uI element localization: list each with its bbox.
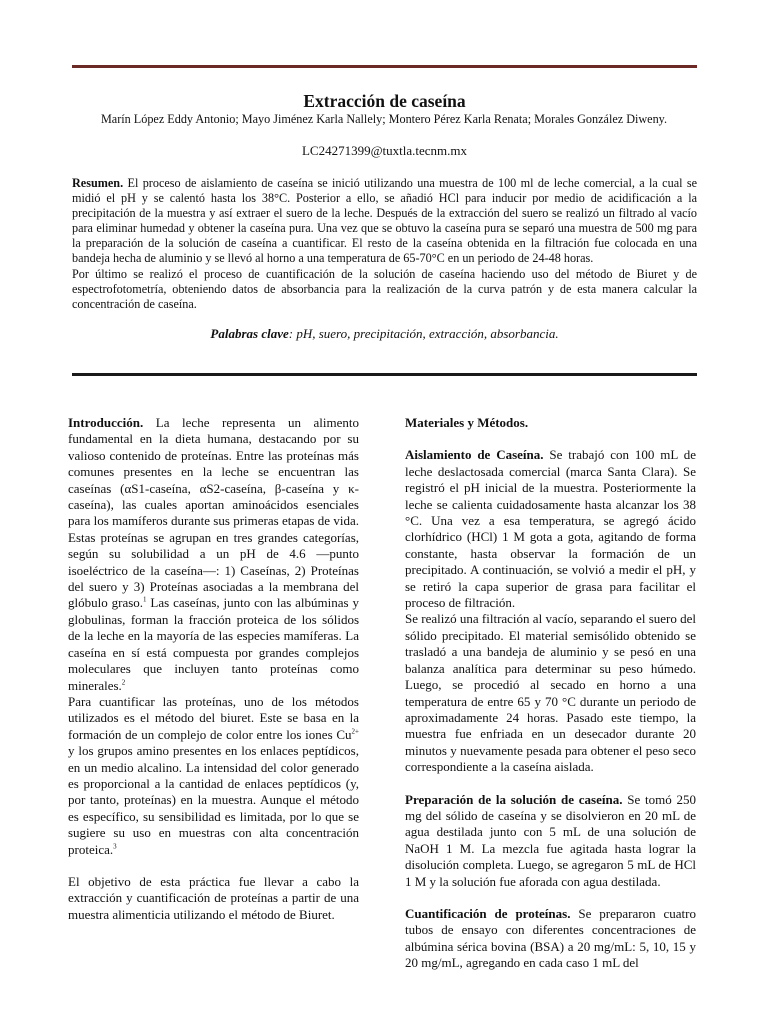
methods-heading: Materiales y Métodos. [405, 415, 529, 430]
page-title: Extracción de caseína [303, 91, 466, 111]
intro-text-1a: La leche representa un alimento fundamental en la dieta humana, destacando por su valioso contenido de proteínas. Entre las proteínas más comunes presentes en la leche se encuentran las caseínas (αS1-caseína, αS2-caseína, β-caseína y κ-caseína), las cuales aportan aminoácidos esenciales para los mamíferos durante sus primeras etapas de vida. Estas proteínas se agrupan en tres grandes categorías, según su solubilidad a un pH de 4.6 —punto isoeléctrico de la caseína—: 1) Caseínas, 2) Proteínas del suero y 3) Proteínas asociadas a la membrana del glóbulo graso. [68, 415, 360, 611]
paragraph-gap [405, 776, 696, 792]
methods-section-1 [405, 447, 696, 611]
abstract-label: Resumen. [72, 176, 124, 190]
left-column [68, 415, 359, 923]
paragraph-gap [405, 431, 696, 447]
section-2-text: Se tomó 250 mg del sólido de caseína y se disolvieron en 20 mL de agua destilada junto con 5 mL de una solución de NaOH 1 M. La mezcla fue agitada hasta lograr la disolución completa. Luego, se agregaron 5 mL de HCl 1 M y la solución fue aforada con agua destilada. [405, 791, 696, 889]
methods-section-2 [405, 792, 696, 890]
intro-heading: Introducción. [68, 415, 144, 430]
abstract [72, 176, 697, 312]
methods-section-3 [405, 906, 696, 972]
keywords [72, 326, 697, 342]
contact-email: LC24271399@tuxtla.tecnm.mx [301, 143, 468, 158]
intro-paragraph-1 [68, 415, 359, 694]
section-rule [72, 373, 697, 376]
keywords-text: : pH, suero, precipitación, extracción, absorbancia. [288, 326, 559, 341]
right-column [405, 415, 696, 972]
intro-text-1b: Las caseínas, junto con las albúminas y globulinas, forman la fracción proteica de los sólidos de la leche en la mayoría de las especies mamíferas. La caseína en sí está compuesta por grandes complejos moleculares que incluyen tanto proteínas como minerales. [68, 595, 359, 693]
intro-text-2b: y los grupos amino presentes en los enlaces peptídicos, en un medio alcalino. La intensidad del color generado es proporcional a la cantidad de enlaces peptídicos (y, por tanto, proteínas) en la muestra. Aunque el método es específico, su sensibilidad es limitada, por lo que se sugiere su uso en muestras con alta concentración proteica. [68, 743, 359, 857]
abstract-text-1: El proceso de aislamiento de caseína se inició utilizando una muestra de 100 ml de leche comercial, a la cual se midió el pH y se calentó hasta los 38°C. Posterior a ello, se añadió HCl para inducir por medio de acidificación a la precipitación de la muestra y así extraer el suero de la leche. Después de la extracción del suero se realizó un filtrado al vacío para eliminar humedad y obtener la caseína pura. Una vez que se obtuvo la caseína pura se separó una muestra de 500 mg para la preparación de la solución de caseína a cuantificar. El resto de la caseína obtenida en la filtración fue colocada en una bandeja hecha de aluminio y se llevó al horno a una temperatura de 65-70°C en un periodo de 24-48 horas. [72, 176, 698, 266]
paragraph-gap [68, 858, 359, 874]
top-rule [72, 65, 697, 68]
abstract-paragraph-1 [72, 176, 697, 267]
abstract-paragraph-2: Por último se realizó el proceso de cuantificación de la solución de caseína haciendo uso del método de Biuret y de espectrofotometría, obteniendo datos de absorbancia para la realización de la curva patrón y de esta manera calcular la concentración de caseína. [72, 266, 697, 311]
reference-2: 2 [121, 678, 126, 687]
section-3-label: Cuantificación de proteínas. [405, 905, 571, 921]
reference-3: 3 [113, 842, 117, 851]
reference-1: 1 [143, 596, 147, 605]
section-1-text: Se trabajó con 100 mL de leche deslactosada comercial (marca Santa Clara). Se registró el pH inicial de la muestra. Posteriormente la leche se calienta cuidadosamente hasta alcanzar los 38 °C. Una vez a esa temperatura, se agregó ácido clorhídrico (HCl) 1 M gota a gota, agitando de forma constante, hasta observar la formación de un precipitado. A continuación, se volvió a medir el pH, y se retiró la capa superior de grasa para facilitar el proceso de filtración. [405, 447, 697, 611]
intro-paragraph-3: El objetivo de esta práctica fue llevar a cabo la extracción y cuantificación de proteínas a partir de una muestra alimenticia utilizando el método de Biuret. [68, 873, 359, 922]
copper-charge: 2+ [351, 727, 359, 736]
section-3-text: Se prepararon cuatro tubos de ensayo con diferentes concentraciones de albúmina sérica bovina (BSA) a 20 mg/mL: 5, 10, 15 y 20 mg/mL, agregando en cada caso 1 mL del [405, 905, 697, 971]
authors-line: Marín López Eddy Antonio; Mayo Jiménez Karla Nallely; Montero Pérez Karla Renata; Morales González Diweny. [100, 112, 668, 126]
keywords-label: Palabras clave [210, 326, 289, 341]
methods-section-1-continued: Se realizó una filtración al vacío, separando el suero del sólido precipitado. El material semisólido obtenido se trasladó a una bandeja de aluminio y se pesó en una balanza analítica para determinar su peso húmedo. Luego, se procedió al secado en horno a una temperatura de entre 65 y 70 °C durante un periodo de aproximadamente 24 horas. Pasado este tiempo, la muestra fue enfriada en un desecador durante 20 minutos y nuevamente pesada para obtener el peso seco correspondiente a la caseína aislada. [405, 611, 696, 775]
paragraph-gap [405, 890, 696, 906]
intro-paragraph-2 [68, 694, 359, 858]
section-2-label: Preparación de la solución de caseína. [405, 791, 623, 807]
intro-text-2a: Para cuantificar las proteínas, uno de los métodos utilizados es el método del biuret. Este se basa en la formación de un complejo de color entre los iones Cu [68, 693, 359, 742]
section-1-label: Aislamiento de Caseína. [405, 447, 544, 463]
